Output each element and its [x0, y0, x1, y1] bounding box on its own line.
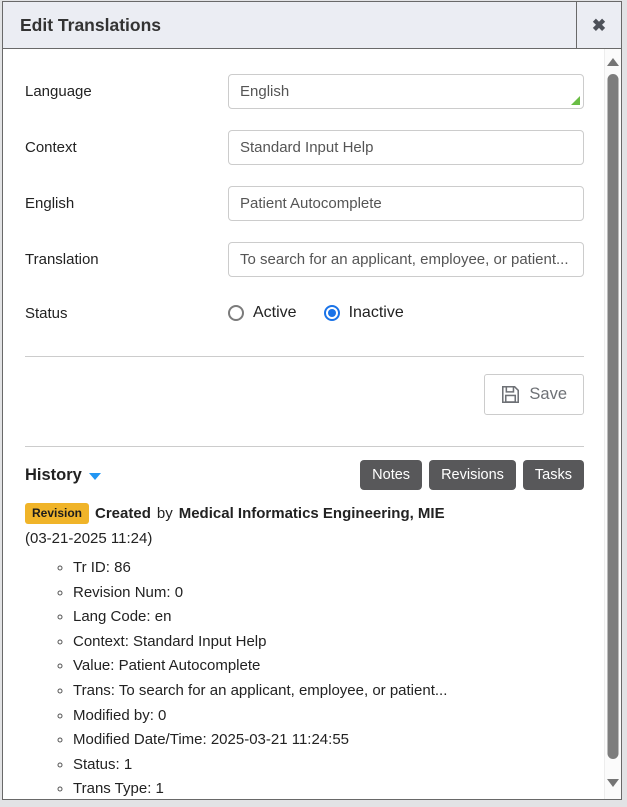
- notes-button[interactable]: Notes: [360, 460, 422, 490]
- radio-selected-icon: [324, 305, 340, 321]
- close-button[interactable]: [576, 2, 621, 48]
- scrollbar-thumb[interactable]: [608, 74, 619, 759]
- language-label: Language: [25, 83, 92, 100]
- save-icon: [501, 385, 520, 404]
- revision-entry-header: [25, 503, 584, 524]
- revision-badge: Revision: [25, 503, 89, 524]
- chevron-down-icon: [89, 473, 101, 480]
- divider: [25, 356, 584, 357]
- dialog-content: [3, 49, 621, 799]
- form-row-english: [25, 186, 584, 221]
- list-item: ◦ Revision Num: 0: [73, 581, 584, 606]
- revision-details-list: [25, 556, 584, 799]
- context-label: Context: [25, 139, 77, 156]
- list-item: ◦ Trans Type: 1: [73, 777, 584, 799]
- language-value: English: [240, 83, 290, 100]
- list-item: ◦ Value: Patient Autocomplete: [73, 654, 584, 679]
- english-label: English: [25, 195, 75, 212]
- english-input[interactable]: [228, 186, 584, 221]
- save-button[interactable]: [484, 374, 584, 415]
- list-item: ◦ Modified Date/Time: 2025-03-21 11:24:55: [73, 728, 584, 753]
- context-input[interactable]: [228, 130, 584, 165]
- status-active-label: Active: [253, 304, 297, 321]
- list-item: ◦ Trans: To search for an applicant, employee, or patient...: [73, 679, 584, 704]
- revision-action: Created: [95, 505, 151, 522]
- revision-by-word: by: [156, 505, 173, 522]
- list-item: ◦ Modified by: 0: [73, 704, 584, 729]
- revision-author: Medical Informatics Engineering, MIE: [178, 505, 445, 522]
- scroll-down-icon[interactable]: [607, 779, 619, 787]
- scroll-up-icon[interactable]: [607, 58, 619, 66]
- form-row-translation: [25, 242, 584, 277]
- list-item: ◦ Lang Code: en: [73, 605, 584, 630]
- history-toggle[interactable]: [25, 466, 101, 485]
- tasks-button[interactable]: Tasks: [523, 460, 584, 490]
- radio-unselected-icon: [228, 305, 244, 321]
- language-select[interactable]: [228, 74, 584, 109]
- history-title: History: [25, 465, 82, 484]
- history-buttons: [360, 460, 584, 490]
- close-icon: ✖: [591, 15, 607, 35]
- translation-input[interactable]: [228, 242, 584, 277]
- save-row: [25, 374, 584, 415]
- vertical-scrollbar[interactable]: [604, 49, 621, 799]
- form-row-context: [25, 130, 584, 165]
- dialog-content-inner: [3, 49, 604, 799]
- select-corner-icon: [571, 96, 580, 105]
- status-radio-group: [228, 304, 404, 322]
- history-header: [25, 460, 584, 490]
- status-label: Status: [25, 304, 68, 322]
- list-item: ◦ Tr ID: 86: [73, 556, 584, 581]
- translation-label: Translation: [25, 251, 99, 268]
- list-item: ◦ Context: Standard Input Help: [73, 630, 584, 655]
- status-option-active[interactable]: [228, 304, 297, 322]
- form-row-status: [25, 304, 584, 322]
- form-row-language: [25, 74, 584, 109]
- revision-timestamp: (03-21-2025 11:24): [25, 530, 153, 547]
- status-option-inactive[interactable]: [324, 304, 404, 322]
- status-inactive-label: Inactive: [348, 304, 404, 321]
- dialog-title: Edit Translations: [20, 14, 161, 35]
- dialog-titlebar: [3, 2, 621, 49]
- edit-translations-dialog: [2, 1, 622, 800]
- save-button-label: Save: [529, 385, 567, 403]
- revisions-button[interactable]: Revisions: [429, 460, 516, 490]
- divider: [25, 446, 584, 447]
- list-item: ◦ Status: 1: [73, 753, 584, 778]
